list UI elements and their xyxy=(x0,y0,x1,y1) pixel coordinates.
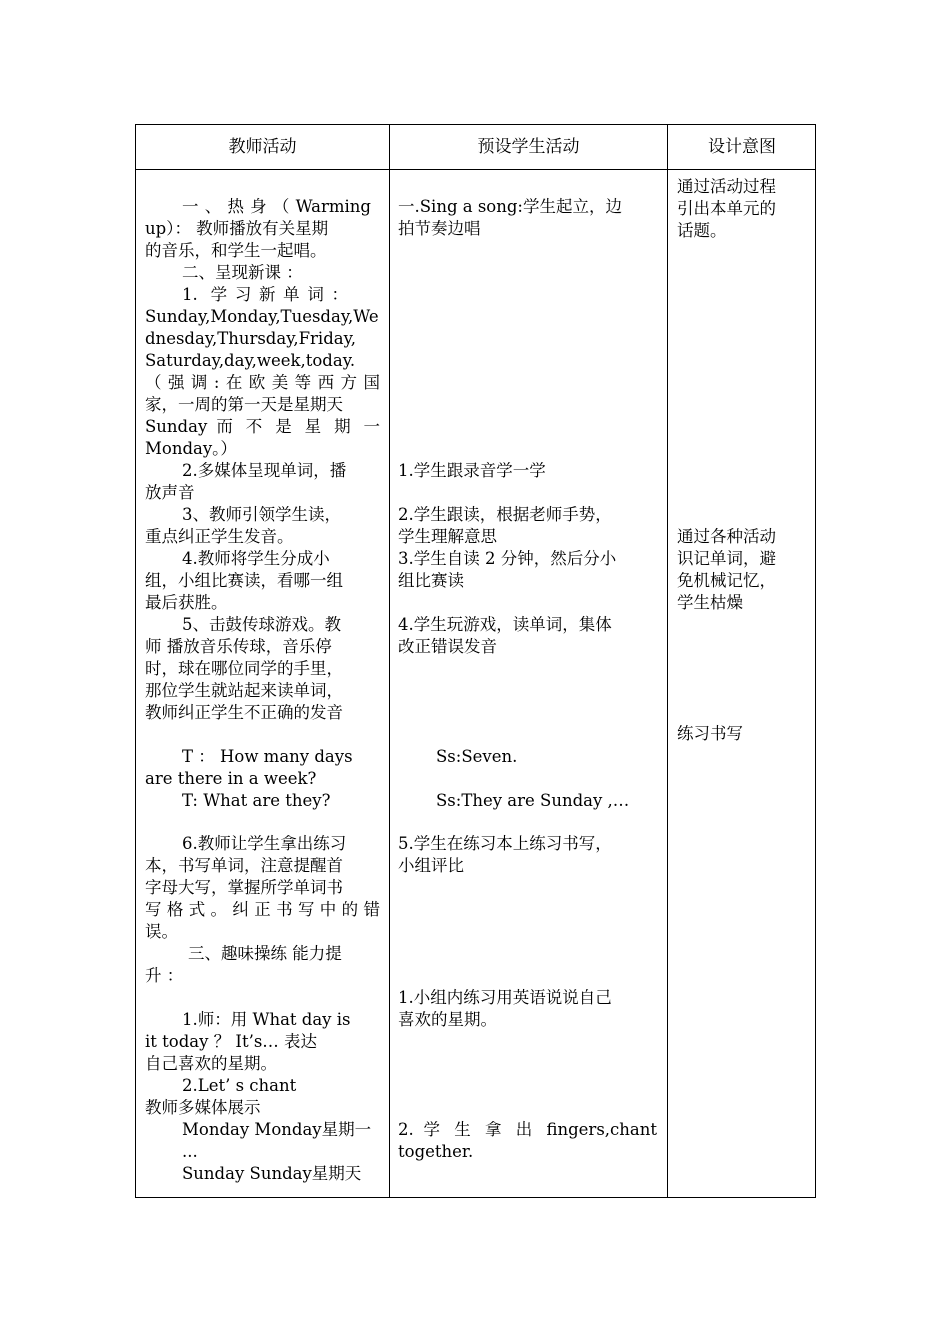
intent-line: 通过各种活动 xyxy=(677,527,776,546)
teacher-line: 的音乐，和学生一起唱。 xyxy=(145,241,327,260)
teacher-line: Saturday,day,week,today. xyxy=(145,351,356,370)
teacher-line: 二、呈现新课 ： xyxy=(182,263,303,282)
header-teacher-activity: 教师活动 xyxy=(228,137,297,157)
student-line: 5.学生在练习本上练习书写， xyxy=(398,834,612,853)
teacher-line: 教师多媒体展示 xyxy=(145,1098,261,1117)
teacher-line: 误。 xyxy=(145,922,178,941)
intent-line: 练习书写 xyxy=(677,724,743,743)
student-line: 学生理解意思 xyxy=(398,527,497,546)
teacher-line: 1. 学习新单词： xyxy=(182,285,348,304)
teacher-line: Monday。） xyxy=(145,439,237,458)
teacher-line: （强调:在欧美等西方国 xyxy=(145,373,380,392)
student-line: 1.小组内练习用英语说说自己 xyxy=(398,988,612,1007)
header-divider xyxy=(136,169,815,170)
intent-line: 识记单词，避 xyxy=(677,549,776,568)
teacher-line: 1.师：用 What day is xyxy=(182,1010,351,1029)
teacher-line: dnesday,Thursday,Friday, xyxy=(145,329,356,348)
header-design-intent: 设计意图 xyxy=(708,137,776,157)
intent-line: 学生枯燥 xyxy=(677,593,743,612)
teacher-line: 放声音 xyxy=(145,483,195,502)
teacher-line: 一、热身（Warming xyxy=(182,197,371,216)
teacher-line: it today ？ It’s… 表达 xyxy=(145,1032,318,1051)
teacher-line: T ： How many days xyxy=(182,747,353,766)
teacher-line: ... xyxy=(182,1142,198,1161)
teacher-line: 家，一周的第一天是星期天 xyxy=(145,395,343,414)
teacher-line: 2.Let’ s chant xyxy=(182,1076,297,1095)
teacher-line: Sunday Sunday星期天 xyxy=(182,1164,362,1183)
teacher-line: 最后获胜。 xyxy=(145,593,228,612)
teacher-line: Sunday 而 不 是 星 期 一 xyxy=(145,417,380,436)
student-line: 喜欢的星期。 xyxy=(398,1010,497,1029)
student-line: 一.Sing a song:学生起立，边 xyxy=(398,197,622,216)
teacher-line: T: What are they? xyxy=(182,791,331,810)
intent-line: 引出本单元的 xyxy=(677,199,776,218)
intent-line: 免机械记忆， xyxy=(677,571,776,590)
teacher-line: 教师纠正学生不正确的发音 xyxy=(145,703,343,722)
student-line: 3.学生自读 2 分钟，然后分小 xyxy=(398,549,617,568)
student-line: Ss:They are Sunday ,… xyxy=(436,791,630,810)
teacher-line: 那位学生就站起来读单词， xyxy=(145,681,343,700)
teacher-line: 字母大写，掌握所学单词书 xyxy=(145,878,343,897)
teacher-line: 写格式。纠正书写中的错 xyxy=(145,900,380,919)
student-line: 小组评比 xyxy=(398,856,464,875)
teacher-line: 师 播放音乐传球，音乐停 xyxy=(145,637,332,656)
column-divider xyxy=(667,125,668,1197)
teacher-line: 时，球在哪位同学的手里， xyxy=(145,659,343,678)
teacher-line: 2.多媒体呈现单词，播 xyxy=(182,461,347,480)
teacher-line: 自己喜欢的星期。 xyxy=(145,1054,277,1073)
teacher-line: 6.教师让学生拿出练习 xyxy=(182,834,347,853)
student-line: 改正错误发音 xyxy=(398,637,497,656)
student-line: 1.学生跟录音学一学 xyxy=(398,461,546,480)
student-line: 拍节奏边唱 xyxy=(398,219,481,238)
student-line: 组比赛读 xyxy=(398,571,464,590)
student-line: 2. 学 生 拿 出 fingers,chant xyxy=(398,1120,657,1139)
teacher-line: 3、教师引领学生读， xyxy=(182,505,341,524)
lesson-plan-table xyxy=(135,124,816,1198)
teacher-line: up）： 教师播放有关星期 xyxy=(145,219,329,238)
teacher-line: 升 ： xyxy=(145,966,184,985)
teacher-line: 重点纠正学生发音。 xyxy=(145,527,294,546)
teacher-line: 5、击鼓传球游戏。教 xyxy=(182,615,341,634)
student-line: 4.学生玩游戏，读单词，集体 xyxy=(398,615,612,634)
teacher-line: 本，书写单词，注意提醒首 xyxy=(145,856,343,875)
student-line: 2.学生跟读，根据老师手势， xyxy=(398,505,612,524)
intent-line: 话题。 xyxy=(677,221,727,240)
teacher-line: 三、趣味操练 能力提 xyxy=(188,944,342,963)
intent-line: 通过活动过程 xyxy=(677,177,776,196)
teacher-line: 4.教师将学生分成小 xyxy=(182,549,330,568)
student-line: together. xyxy=(398,1142,474,1161)
student-line: Ss:Seven. xyxy=(436,747,518,766)
teacher-line: Sunday,Monday,Tuesday,We xyxy=(145,307,379,326)
column-divider xyxy=(389,125,390,1197)
teacher-line: are there in a week? xyxy=(145,769,317,788)
header-student-activity: 预设学生活动 xyxy=(477,137,580,157)
teacher-line: 组，小组比赛读，看哪一组 xyxy=(145,571,343,590)
teacher-line: Monday Monday星期一 xyxy=(182,1120,372,1139)
